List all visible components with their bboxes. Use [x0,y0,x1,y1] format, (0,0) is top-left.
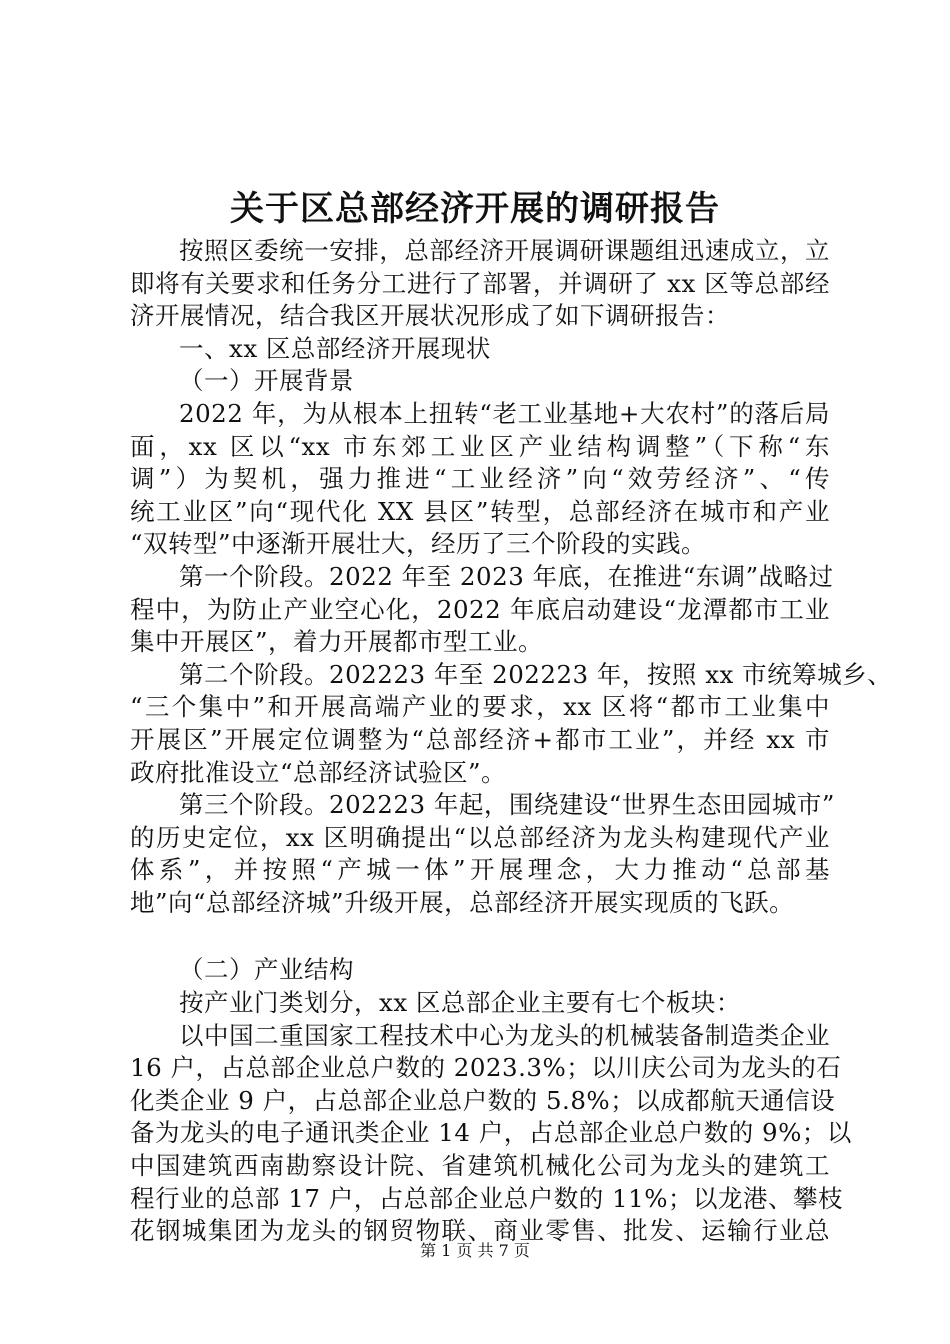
text-line: 体系”，并按照“产城一体”开展理念，大力推动“总部基 [130,855,830,885]
text-line: 开展区”开展定位调整为“总部经济+都市工业”，并经 xx 市 [130,724,830,754]
section-heading: 一、xx 区总部经济开展现状 [179,333,491,363]
text-line: 济开展情况，结合我区开展状况形成了如下调研报告： [130,301,730,331]
text-line: 按照区委统一安排，总部经济开展调研课题组迅速成立，立 [179,236,830,265]
subsection-heading: （一）开展背景 [179,366,354,396]
text-line: 16 户，占总部企业总户数的 2023.3%；以川庆公司为龙头的石 [130,1053,842,1083]
text-line: 第一个阶段。2022 年至 2023 年底，在推进“东调”战略过 [179,561,834,591]
text-line: 第二个阶段。202223 年至 202223 年，按照 xx 市统筹城乡、 [179,659,893,689]
text-line: “三个集中”和开展高端产业的要求，xx 区将“都市工业集中 [130,692,830,722]
text-line: “双转型”中逐渐开展壮大，经历了三个阶段的实践。 [130,529,707,559]
document-body [130,235,893,1248]
text-line: 即将有关要求和任务分工进行了部署，并调研了 xx 区等总部经 [130,268,830,298]
text-line: 中国建筑西南勘察设计院、省建筑机械化公司为龙头的建筑工 [130,1151,830,1181]
text-line: 统工业区”向“现代化 XX 县区”转型，总部经济在城市和产业 [130,496,830,526]
text-line: 政府批准设立“总部经济试验区”。 [130,757,507,787]
text-line: 以中国二重国家工程技术中心为龙头的机械装备制造类企业 [179,1020,830,1050]
text-line: 按产业门类划分，xx 区总部企业主要有七个板块： [179,988,741,1018]
page-number: 第 1 页 共 7 页 [420,1241,530,1260]
text-line: 程中，为防止产业空心化，2022 年底启动建设“龙潭都市工业 [130,594,830,624]
text-line: 程行业的总部 17 户，占总部企业总户数的 11%；以龙港、攀枝 [130,1183,843,1213]
text-line: 2022 年，为从根本上扭转“老工业基地+大农村”的落后局 [179,398,830,428]
text-line: 集中开展区”，着力开展都市型工业。 [130,627,544,657]
text-line: 面，xx 区以“xx 市东郊工业区产业结构调整”（下称“东 [130,431,830,461]
text-line: 调”）为契机，强力推进“工业经济”向“效劳经济”、“传 [130,464,830,494]
paragraph-gap [130,919,830,954]
document-title: 关于区总部经济开展的调研报告 [230,189,720,229]
text-line: 第三个阶段。202223 年起，围绕建设“世界生态田园城市” [179,790,835,820]
text-line: 地”向“总部经济城”升级开展，总部经济开展实现质的飞跃。 [130,887,795,917]
text-line: 备为龙头的电子通讯类企业 14 户，占总部企业总户数的 9%；以 [130,1118,852,1148]
text-line: 花钢城集团为龙头的钢贸物联、商业零售、批发、运输行业总 [130,1216,830,1246]
subsection-heading: （二）产业结构 [179,955,354,985]
text-line: 化类企业 9 户，占总部企业总户数的 5.8%；以成都航天通信设 [130,1085,836,1115]
text-line: 的历史定位，xx 区明确提出“以总部经济为龙头构建现代产业 [130,822,830,852]
